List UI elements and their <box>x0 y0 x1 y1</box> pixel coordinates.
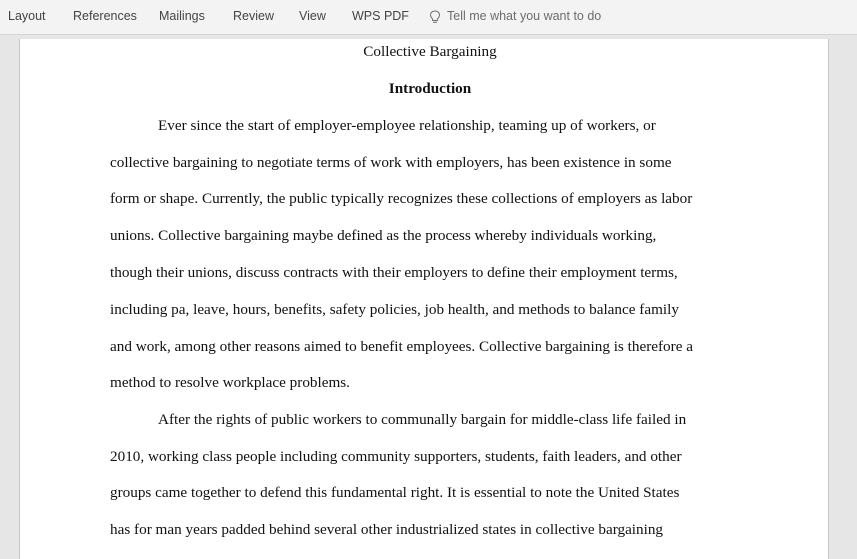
paragraph-line: though their unions, discuss contracts with their employers to define their employment terms, <box>110 264 678 281</box>
tab-view[interactable]: View <box>299 9 326 23</box>
document-title: Collective Bargaining <box>363 43 497 60</box>
paragraph-line: 2010, working class people including community supporters, students, faith leaders, and other <box>110 448 682 465</box>
tab-wps-pdf[interactable]: WPS PDF <box>352 9 409 23</box>
document-page[interactable] <box>19 39 829 559</box>
document-canvas <box>0 35 857 546</box>
section-heading: Introduction <box>388 80 472 97</box>
paragraph-line: After the rights of public workers to communally bargain for middle-class life failed in <box>158 411 687 428</box>
lightbulb-icon <box>429 10 441 24</box>
tab-review[interactable]: Review <box>233 9 274 23</box>
tab-layout[interactable]: Layout <box>8 9 46 23</box>
paragraph-line: has for man years padded behind several other industrialized states in collective bargaining <box>110 521 664 538</box>
paragraph-line: unions. Collective bargaining maybe defined as the process whereby individuals working, <box>110 227 657 244</box>
paragraph-line: Ever since the start of employer-employee relationship, teaming up of workers, or <box>158 117 656 134</box>
tell-me-label[interactable]: Tell me what you want to do <box>447 9 602 23</box>
tab-references[interactable]: References <box>73 9 137 23</box>
paragraph-line: including pa, leave, hours, benefits, safety policies, job health, and methods to balance family <box>110 301 679 318</box>
paragraph-line: and work, among other reasons aimed to benefit employees. Collective bargaining is therefore a <box>110 338 693 355</box>
paragraph-line: groups came together to defend this fundamental right. It is essential to note the United States <box>110 484 680 501</box>
paragraph-line: method to resolve workplace problems. <box>110 374 350 391</box>
paragraph-line: collective bargaining to negotiate terms of work with employers, has been existence in some <box>110 154 672 171</box>
tab-mailings[interactable]: Mailings <box>159 9 205 23</box>
paragraph-line: form or shape. Currently, the public typically recognizes these collections of employers as labor <box>110 190 693 207</box>
ribbon-tab-bar <box>0 0 857 35</box>
